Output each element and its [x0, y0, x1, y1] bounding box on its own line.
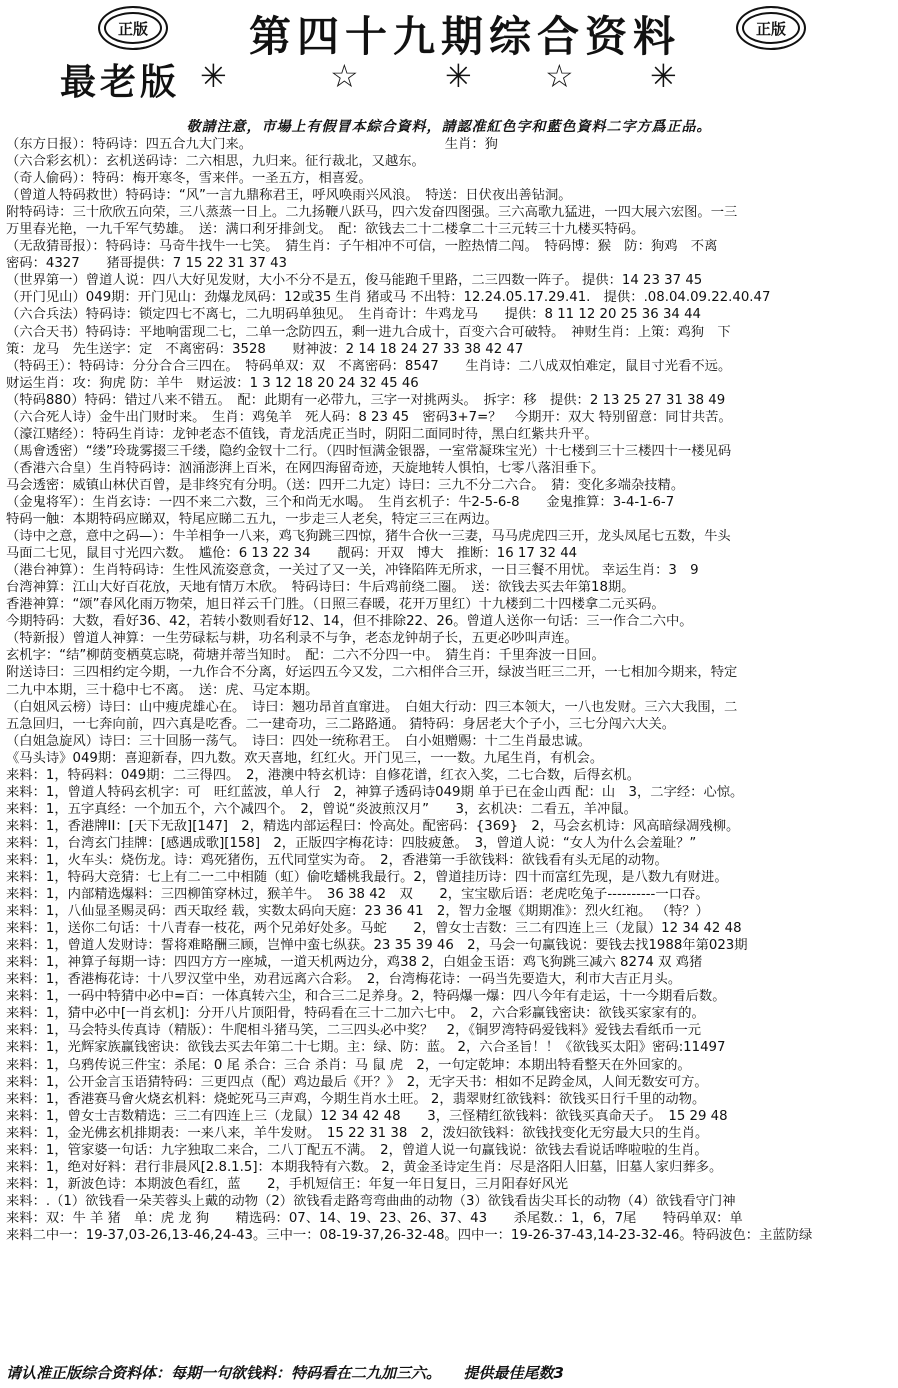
footer-banner: 请认准正版综合资料体：每期一句欲钱料：特码看在二九加三六。 提供最佳尾数3 [6, 1364, 564, 1382]
text-line: （港台神算）：生肖特码诗：生性风流姿意贪，一关过了又一关，冲锋陷阵无所求，一日三餐不用忧。 幸运生肖：3 9 [6, 563, 699, 579]
text-line: （香港六合皇）生肖特码诗：汹涌澎湃上百米，在网四海留奇迹，天旋地转人惧怕，七零八落泪垂下。 [6, 460, 605, 476]
text-line: 策：龙马 先生送字：定 不离密码：3528 财神波：2 14 18 24 27 33 38 42 47 [6, 341, 524, 357]
text-line: （无敌猜哥报）：特码诗：马奇牛找牛一七笑。 猜生肖：子午相冲不可信，一腔热情二闯。 特码博：猴 防：狗鸡 不离 [6, 239, 718, 255]
text-line: 附送诗曰：三四相约定今期，一九作合不分离，好运四五今又发，二六相伴合三开，绿波当旺三二开，一七相加今期来，特定 [6, 665, 738, 681]
text-line: 来料：1，送你二句话：十八青春一枝花，两个兄弟好处多。马蛇 2，曾女士吉数：三二有四连上三（龙鼠）12 34 42 48 [6, 921, 742, 937]
left-logo: 正版 [98, 6, 168, 50]
text-line: 来料：1，乌鸦传说三件宝：杀尾：0 尾 杀合：三合 杀肖：马 鼠 虎 2，一句定乾坤：本期出特看整天在外回家的。 [6, 1057, 691, 1073]
text-line: 来料：1，曾道人特码玄机字：可 旺红蓝波，单人行 2，神算子透码诗049期 单于已在金山西 配：山 3，二字经：心惊。 [6, 784, 744, 800]
text-line: （白姐风云榜）诗曰：山中瘦虎雄心在。 诗曰：翘功昂首直窜进。 白姐大行动：四三本领大，一八也发财。三六大我围，二 [6, 699, 738, 715]
text-line: （白姐急旋风）诗曰：三十回肠一荡气。 诗曰：四处一统称君王。 白小姐赠赐：十二生肖最忠诚。 [6, 733, 592, 749]
text-line: 来料：1，曾道人发财诗：誓将难略酬三顾，岂惮中蛮七纵获。23 35 39 46 2，马会一句赢钱说：要钱去找1988年第023期 [6, 938, 748, 954]
content-body [6, 136, 892, 1358]
text-line: （奇人偷码）：特码：梅开寒冬，雪来伴。一圣五方，相喜爱。 [6, 171, 372, 187]
star-icon: ☆ [545, 57, 574, 95]
text-line: 财运生肖：攻：狗虎 防：羊牛 财运波：1 3 12 18 20 24 32 45 46 [6, 375, 419, 391]
header [0, 0, 898, 103]
decorative-marks [200, 58, 700, 98]
text-line: 来料：1，曾女士吉数精选：三二有四连上三（龙鼠）12 34 42 48 3，三怪精红欲钱料：欲钱买真命天子。 15 29 48 [6, 1108, 728, 1124]
text-line: 马会透密：威镇山林伏百曾，是非终究有分明。（送：四开二九定）诗曰：三九不分二六合。 猜：变化多端杂技精。 [6, 477, 685, 493]
text-line: 来料：1，新波色诗：本期波色看红，蓝 2，手机短信王：年复一年日复日，三月阳春好风光 [6, 1176, 569, 1192]
asterisk-icon: ✳ [200, 57, 227, 95]
text-line: 来料：1，特码料：049期：二三得四。 2，港澳中特玄机诗：自修花谱，红衣入奖，二七合数，后得玄机。 [6, 767, 641, 783]
text-line: 来料：1，一码中特猜中必中=百：一体真转六尘，和合三二足养身。2，特码爆一爆：四八今年有走运，十一今期看后数。 [6, 989, 726, 1005]
text-line: 香港神算：“颂”春风化雨万物荣，旭日祥云千门胜。（日照三春暖，花开万里红）十九楼到二十四楼拿二元买码。 [6, 597, 665, 613]
text-line: （六合死人诗）金牛出门财时来。 生肖：鸡兔羊 死人码：8 23 45 密码3+7=？ 今期开：双大 特别留意：同甘共苦。 [6, 409, 732, 425]
text-line: 来料：1，火车头：烧伤龙。诗：鸡死猪伤，五代同堂实为奇。 2，香港第一手欲钱料：欲钱看有头无尾的动物。 [6, 852, 668, 868]
text-line: 今期特码：大数，看好36、42，若转小数则看好12、14，但不排除22、26。曾道人送你一句话：三一作合二六中。 [6, 614, 693, 630]
text-line: 《马头诗》049期：喜迎新春，四九数。欢天喜地，红红火。开门见三，一一数。九尾生肖，有机会。 [6, 750, 604, 766]
text-line: （世界第一）曾道人说：四八大好见发财，大小不分不是五，俊马能跑千里路，二三四数一阵子。 提供：14 23 37 45 [6, 273, 703, 289]
text-line: （金鬼将军）：生肖玄诗：一四不来二六数，三个和尚无水喝。 生肖玄机子：牛2-5-6-8 金鬼推算：3-4-1-6-7 [6, 494, 675, 510]
text-line: 来料：1，金光佛玄机排期表：一来八来，羊牛发财。 15 22 31 38 2，泼妇欲钱料：欲钱找变化无穷最大只的生肖。 [6, 1125, 709, 1141]
text-line: 来料：1，管家婆一句话：九字独取二来合，二八丁配五不满。 2，曾道人说一句赢钱说：欲钱去看说话哗啦啦的生肖。 [6, 1142, 708, 1158]
text-line: 玄机字：“结”柳荫变栖莫忘晓，荷塘并蒂当知时。 配：二六不分四一中。 猜生肖：千里奔波一日回。 [6, 648, 605, 664]
text-line: （曾道人特码救世）特码诗：“风”一言九鼎称君王，呼风唤雨兴风浪。 特送：日伏夜出善钻洞。 [6, 188, 572, 204]
text-line: 来料：1，五字真经：一个加五个，六个减四个。 2，曾说“炎波煎汉月” 3，玄机决：二看五，羊冲鼠。 [6, 801, 637, 817]
text-line: 来料：1，香港牌II：[天下无敌][147] 2，精选内部运程曰：怜高处。配密码：{369} 2，马会玄机诗：风高暗绿凋残柳。 [6, 818, 740, 834]
asterisk-icon: ✳ [445, 57, 472, 95]
text-line: 特码一触：本期特码应睇双，特尾应睇二五九，一步走三人老矣，特定三三在两边。 [6, 512, 498, 528]
page-title: 第四十九期综合资料 [248, 12, 681, 61]
asterisk-icon: ✳ [650, 57, 677, 95]
text-line: 来料二中一：19-37,03-26,13-46,24-43。三中一：08-19-37,26-32-48。四中一：19-26-37-43,14-23-32-46。特码波色：主蓝防绿 [6, 1228, 813, 1243]
text-line: 来料：1，香港赛马會火烧玄机料：烧蛇死马三声鸡，今期生肖水土旺。 2，翡翠财红欲钱料：欲钱买日行千里的动物。 [6, 1091, 706, 1107]
text-line: 密码：4327 猪哥提供：7 15 22 31 37 43 [6, 256, 288, 272]
text-line: 来料：1，马会特头传真诗（精版）：牛爬相斗猪马笑，二三四头必中奖？ 2，《铜罗湾特码爱钱料》爱钱去看纸币一元 [6, 1023, 702, 1039]
text-line: （特码880）特码：错过八来不错五。 配：此期有一必带九，三字一对挑两头。 拆字：移 提供：2 13 25 27 31 38 49 [6, 392, 726, 408]
text-line: 台湾神算：江山大好百花放，天地有情万木欣。 特码诗曰：牛后鸡前绕二圈。 送：欲钱去买去年第18期。 [6, 580, 635, 596]
text-line: （六合兵法）特码诗：锁定四七不离七，二九明码单独见。 生肖奇计：牛鸡龙马 提供：8 11 12 20 25 36 34 44 [6, 307, 702, 323]
text-line: 来料：1，神算子每期一诗：四四方方一座城，一道天机两边分，鸡38 2，白姐金玉语：鸡飞狗跳三减六 8274 双 鸡猪 [6, 955, 703, 971]
text-line: 来料：1，内部精选爆料：三四柳笛穿林过，猴羊牛。 36 38 42 双 2，宝宝歇后语：老虎吃兔子----------一口吞。 [6, 887, 709, 903]
notice-banner: 敬請注意，市場上有假冒本綜合資料，請認准紅色字和藍色資料二字方爲正品。 [186, 119, 712, 135]
text-line: 来料：1，猜中必中[一肖玄机]：分开八片顶阳骨，特码看在三十二加六七中。 2，六合彩赢钱密诀：欲钱买家家有的。 [6, 1006, 705, 1022]
text-line: （开门见山）049期：开门见山：劲爆龙凤码：12或35 生肖 猪或马 不出特：12.24.05.17.29.41. 提供：.08.04.09.22.40.47 [6, 290, 771, 306]
text-line: 来料：1，绝对好料：君行非晨风[2.8.1.5]：本期我特有六数。 2，黄金圣诗定生肖：尽是洛阳人旧墓，旧墓人家归葬多。 [6, 1159, 723, 1175]
right-logo: 正版 [736, 6, 806, 50]
text-line: 来料：1，光辉家族赢钱密诀：欲钱去买去年第二十七期。主：绿、防：蓝。 2，六合圣旨！！《欲钱买太阳》密码:11497 [6, 1040, 726, 1056]
star-icon: ☆ [330, 57, 359, 95]
text-line: （诗中之意，意中之码—）：牛羊相争一八来，鸡飞狗跳三四惊，猪牛合伙一三妻，马马虎虎四三开，龙头凤尾七五数，牛头 [6, 529, 731, 545]
text-line: （六合彩玄机）：玄机送码诗：二六相思，九归来。征行裁北，又越东。 [6, 154, 425, 170]
text-line: 二九中本期，三十稳中七不离。 送：虎、马定本期。 [6, 682, 319, 698]
text-line: 来料：1，台湾玄门挂牌：[感遇成歌][158] 2，正版四字梅花诗：四肢疲惫。 3，曾道人说：“女人为什么会羞耻？” [6, 835, 697, 851]
text-line: 来料：1，特码大竞猜：七上有二一二中相随（虹）偷吃蟠桃我最行。2，曾道挂历诗：四十而富红先现，是八数九有财进。 [6, 870, 728, 886]
text-line: 来料：.（1）欲钱看一朵芙蓉头上戴的动物（2）欲钱看走路弯弯曲曲的动物（3）欲钱看齿尖耳长的动物（4）欲钱看守门神 [6, 1193, 736, 1209]
text-line: 来料：1，香港梅花诗：十八罗汉堂中坐，劝君远离六合彩。 2，台湾梅花诗：一码当先要造大，利市大吉正月头。 [6, 972, 682, 988]
text-line: 五急回归，一七奔向前，四六真是吃香。二一建奇功，三二路路通。 猜特码：身居老大个子小，三七分闯六大关。 [6, 716, 676, 732]
text-line: （特新报）曾道人神算：一生劳碌耘与耕，功名利录不与争，老态龙钟胡子长，五更必吵叫声连。 [6, 631, 578, 647]
text-line: 来料：1，公开金言玉语猜特码：三更四点（配）鸡边最后《开？》 2，无字天书：相如不足跨金凤，人间无数安可方。 [6, 1074, 708, 1090]
text-line: 来料：双：牛 羊 猪 单：虎 龙 狗 精选码：07、14、19、23、26、37、43 杀尾数.：1，6，7尾 特码单双：单 [6, 1210, 743, 1226]
edition-label: 最老版 [60, 61, 181, 103]
text-line: （特码王）：特码诗：分分合合三四在。 特码单双：双 不离密码：8547 生肖诗：二八成双怕难定，鼠目寸光看不远。 [6, 358, 732, 374]
text-line: 来料：1，八仙显圣赐灵码：西天取经 载，实数太码向天庭：23 36 41 2，智力金堰《期期准》：烈火红袍。 （特？） [6, 904, 709, 920]
text-line: 万里春光艳，一九千军气势雄。 送：满口利牙排剑戈。 配：欲钱去二十二楼拿二十三元转三十九楼买特码。 [6, 222, 645, 238]
text-line: （东方日报）：特码诗：四五合九大门来。 生肖：狗 [6, 137, 498, 152]
text-line: （馬會透密）“缕”玲珑雾掇三千缕，隐约金钗十二行。（四时恒满金银器，一室常凝珠宝光）十七楼到三十三楼四十一楼见码 [6, 443, 732, 459]
text-line: 马面二七见，鼠目寸光四六数。 尴伧：6 13 22 34 靓码：开双 博大 推断：16 17 32 44 [6, 546, 578, 562]
text-line: 附特码诗：三十欣欣五向荣，三八蒸蒸一日上。二九扬鞭八跃马，四六发奋四图强。三六高歌九猛进，一四大展六宏图。一三 [6, 205, 738, 221]
text-line: （六合天书）特码诗：平地响雷现二七，二单一念防四五，剩一进九合成十，百变六合可破特。 神财生肖：上策：鸡狗 下 [6, 324, 731, 340]
text-line: （濠江赌经）：特码生肖诗：龙钟老态不值钱，青龙活虎正当时，阴阳二面同时待，黑白红紫共升平。 [6, 426, 598, 442]
